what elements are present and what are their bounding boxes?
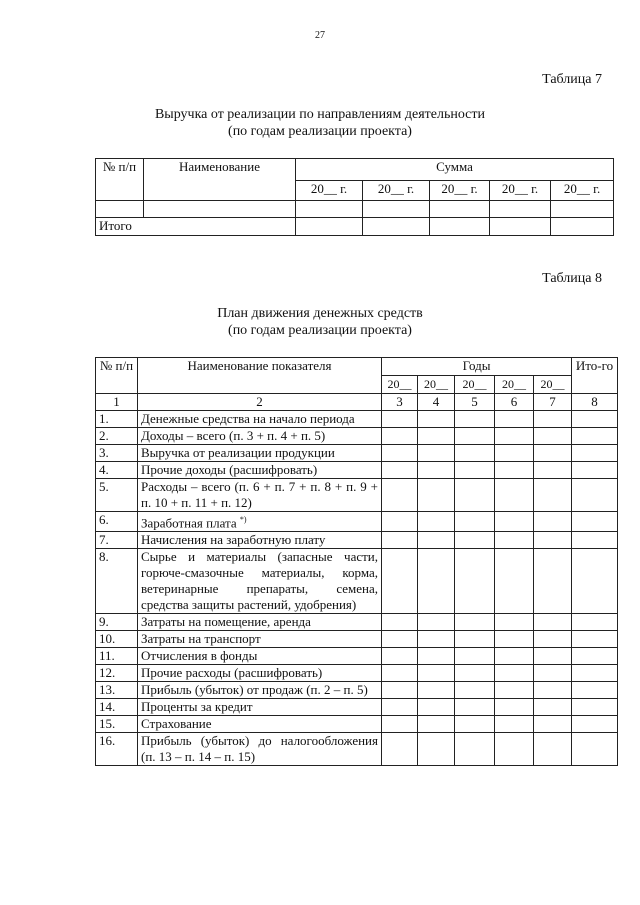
- row-number: 16.: [96, 733, 138, 766]
- value-cell: [534, 549, 572, 614]
- value-cell: [572, 648, 618, 665]
- column-number: 8: [572, 394, 618, 411]
- row-name-text: Прочие расходы (расшифровать): [141, 665, 323, 681]
- value-cell: [418, 614, 455, 631]
- row-name: [138, 462, 382, 479]
- footnote-marker: *): [239, 515, 247, 524]
- value-cell: [382, 631, 418, 648]
- value-cell: [382, 648, 418, 665]
- table7-header-name: Наименование: [144, 159, 296, 201]
- value-cell: [495, 479, 534, 512]
- value-cell: [418, 631, 455, 648]
- value-cell: [382, 512, 418, 532]
- table-row: [96, 665, 618, 682]
- row-name: [138, 614, 382, 631]
- row-number: 6.: [96, 512, 138, 532]
- table7-title-line1: Выручка от реализации по направлениям деятельности: [154, 107, 486, 122]
- table7-year: 20__ г.: [430, 181, 490, 201]
- value-cell: [534, 428, 572, 445]
- value-cell: [455, 648, 495, 665]
- value-cell: [495, 532, 534, 549]
- column-number: 6: [495, 394, 534, 411]
- value-cell: [572, 532, 618, 549]
- value-cell: [495, 445, 534, 462]
- value-cell: [382, 428, 418, 445]
- row-name: [138, 682, 382, 699]
- row-name: [138, 665, 382, 682]
- row-number: 5.: [96, 479, 138, 512]
- value-cell: [572, 733, 618, 766]
- value-cell: [495, 428, 534, 445]
- value-cell: [382, 733, 418, 766]
- value-cell: [455, 665, 495, 682]
- value-cell: [382, 614, 418, 631]
- value-cell: [534, 682, 572, 699]
- value-cell: [572, 428, 618, 445]
- table-row: [96, 733, 618, 766]
- row-name: [138, 532, 382, 549]
- value-cell: [418, 428, 455, 445]
- row-number: 13.: [96, 682, 138, 699]
- table-row: [96, 479, 618, 512]
- value-cell: [534, 699, 572, 716]
- value-cell: [572, 549, 618, 614]
- value-cell: [455, 411, 495, 428]
- column-number: 5: [455, 394, 495, 411]
- value-cell: [572, 716, 618, 733]
- value-cell: [418, 532, 455, 549]
- value-cell: [572, 479, 618, 512]
- table7-title: [0, 106, 640, 140]
- value-cell: [534, 462, 572, 479]
- table8-header-total: Ито-го: [572, 358, 618, 394]
- row-number: 1.: [96, 411, 138, 428]
- row-name: [138, 428, 382, 445]
- table-row: [96, 716, 618, 733]
- table-row: [96, 549, 618, 614]
- value-cell: [418, 716, 455, 733]
- row-name: [138, 512, 382, 532]
- table8-year: 20__: [382, 376, 418, 394]
- value-cell: [455, 716, 495, 733]
- value-cell: [418, 479, 455, 512]
- row-name-text: Начисления на заработную плату: [141, 532, 326, 548]
- value-cell: [455, 682, 495, 699]
- table7-year: 20__ г.: [296, 181, 363, 201]
- row-name: [138, 445, 382, 462]
- value-cell: [495, 462, 534, 479]
- table-row: [96, 218, 614, 236]
- value-cell: [455, 733, 495, 766]
- row-name-text: Денежные средства на начало периода: [141, 411, 355, 426]
- table8-header-name: Наименование показателя: [138, 358, 382, 394]
- value-cell: [572, 665, 618, 682]
- value-cell: [572, 631, 618, 648]
- row-name: [138, 699, 382, 716]
- table8-header-num: № п/п: [96, 358, 138, 394]
- value-cell: [382, 549, 418, 614]
- row-name: [138, 479, 382, 512]
- value-cell: [418, 682, 455, 699]
- row-name-text: Сырье и материалы (запасные части, горюче-смазочные материалы, корма, ветеринарные препараты, семена, средства защиты растений, удобрения): [141, 549, 378, 613]
- row-number: 11.: [96, 648, 138, 665]
- table7-year: 20__ г.: [363, 181, 430, 201]
- value-cell: [382, 682, 418, 699]
- row-name-text: Отчисления в фонды: [141, 648, 258, 664]
- row-name: [138, 549, 382, 614]
- value-cell: [572, 411, 618, 428]
- value-cell: [572, 699, 618, 716]
- table7-total-label: Итого: [96, 218, 296, 236]
- value-cell: [455, 631, 495, 648]
- row-name-text: Доходы – всего (п. 3 + п. 4 + п. 5): [141, 428, 326, 443]
- value-cell: [495, 699, 534, 716]
- row-number: 12.: [96, 665, 138, 682]
- value-cell: [455, 462, 495, 479]
- row-name-text: Затраты на помещение, аренда: [141, 614, 311, 630]
- value-cell: [495, 733, 534, 766]
- row-name-text: Затраты на транспорт: [141, 631, 261, 647]
- value-cell: [495, 512, 534, 532]
- value-cell: [382, 665, 418, 682]
- table7-title-line2: (по годам реализации проекта): [228, 124, 412, 139]
- row-name-text: Прибыль (убыток) до налогообложения (п. 13 – п. 14 – п. 15): [141, 733, 378, 765]
- row-name-text: Прибыль (убыток) от продаж (п. 2 – п. 5): [141, 682, 368, 698]
- row-name-text: Проценты за кредит: [141, 699, 253, 715]
- table8-year: 20__: [534, 376, 572, 394]
- value-cell: [455, 549, 495, 614]
- value-cell: [534, 445, 572, 462]
- row-number: 4.: [96, 462, 138, 479]
- column-number: 7: [534, 394, 572, 411]
- value-cell: [534, 648, 572, 665]
- row-name: [138, 648, 382, 665]
- value-cell: [455, 479, 495, 512]
- row-number: 9.: [96, 614, 138, 631]
- value-cell: [572, 614, 618, 631]
- column-number: 2: [138, 394, 382, 411]
- value-cell: [382, 479, 418, 512]
- value-cell: [455, 428, 495, 445]
- table7-year: 20__ г.: [551, 181, 614, 201]
- value-cell: [382, 716, 418, 733]
- value-cell: [418, 665, 455, 682]
- row-name: [138, 716, 382, 733]
- table8-column-numbers: [96, 394, 618, 411]
- value-cell: [495, 614, 534, 631]
- value-cell: [455, 445, 495, 462]
- table-row: [96, 445, 618, 462]
- table7-header-num: № п/п: [96, 159, 144, 201]
- value-cell: [418, 462, 455, 479]
- value-cell: [382, 462, 418, 479]
- value-cell: [382, 699, 418, 716]
- value-cell: [495, 682, 534, 699]
- table-row: [96, 512, 618, 532]
- value-cell: [572, 445, 618, 462]
- row-number: 10.: [96, 631, 138, 648]
- value-cell: [495, 631, 534, 648]
- value-cell: [534, 411, 572, 428]
- value-cell: [455, 614, 495, 631]
- row-number: 2.: [96, 428, 138, 445]
- value-cell: [572, 462, 618, 479]
- table7: [95, 158, 614, 236]
- value-cell: [455, 532, 495, 549]
- row-name-text: Выручка от реализации продукции: [141, 445, 335, 460]
- value-cell: [382, 445, 418, 462]
- value-cell: [534, 631, 572, 648]
- table-row: [96, 532, 618, 549]
- table8-title-line2: (по годам реализации проекта): [228, 323, 412, 338]
- table-row: [96, 682, 618, 699]
- value-cell: [495, 665, 534, 682]
- table-row: [96, 201, 614, 218]
- value-cell: [495, 411, 534, 428]
- value-cell: [534, 733, 572, 766]
- table-row: [96, 631, 618, 648]
- table-row: [96, 462, 618, 479]
- value-cell: [572, 512, 618, 532]
- value-cell: [455, 512, 495, 532]
- table8-year: 20__: [495, 376, 534, 394]
- value-cell: [418, 549, 455, 614]
- row-number: 8.: [96, 549, 138, 614]
- row-name: [138, 631, 382, 648]
- table8-header-years: Годы: [382, 358, 572, 376]
- value-cell: [534, 532, 572, 549]
- row-name: [138, 411, 382, 428]
- value-cell: [418, 733, 455, 766]
- value-cell: [572, 682, 618, 699]
- row-name: [138, 733, 382, 766]
- row-name-text: Заработная плата: [141, 515, 237, 531]
- value-cell: [534, 716, 572, 733]
- value-cell: [382, 411, 418, 428]
- table7-year: 20__ г.: [490, 181, 551, 201]
- table8-year: 20__: [418, 376, 455, 394]
- value-cell: [418, 512, 455, 532]
- value-cell: [534, 512, 572, 532]
- value-cell: [418, 699, 455, 716]
- table7-label: Таблица 7: [542, 72, 602, 87]
- value-cell: [534, 614, 572, 631]
- row-number: 15.: [96, 716, 138, 733]
- value-cell: [455, 699, 495, 716]
- table8-label: Таблица 8: [542, 271, 602, 286]
- table8-title: [0, 305, 640, 339]
- row-name-text: Прочие доходы (расшифровать): [141, 462, 318, 477]
- row-name-text: Расходы – всего (п. 6 + п. 7 + п. 8 + п. 9 + п. 10 + п. 11 + п. 12): [141, 479, 378, 510]
- value-cell: [418, 648, 455, 665]
- value-cell: [534, 665, 572, 682]
- value-cell: [418, 445, 455, 462]
- column-number: 4: [418, 394, 455, 411]
- value-cell: [382, 532, 418, 549]
- table8-title-line1: План движения денежных средств: [217, 306, 423, 321]
- value-cell: [495, 549, 534, 614]
- table-row: [96, 648, 618, 665]
- row-number: 14.: [96, 699, 138, 716]
- row-name-text: Страхование: [141, 716, 212, 732]
- value-cell: [534, 479, 572, 512]
- table7-header-sum: Сумма: [296, 159, 614, 181]
- row-number: 7.: [96, 532, 138, 549]
- table8: [95, 357, 618, 766]
- column-number: 3: [382, 394, 418, 411]
- table-row: [96, 699, 618, 716]
- table8-year: 20__: [455, 376, 495, 394]
- table-row: [96, 614, 618, 631]
- value-cell: [495, 716, 534, 733]
- row-number: 3.: [96, 445, 138, 462]
- table-row: [96, 428, 618, 445]
- table-row: [96, 411, 618, 428]
- page-number: 27: [315, 30, 325, 41]
- value-cell: [418, 411, 455, 428]
- value-cell: [495, 648, 534, 665]
- column-number: 1: [96, 394, 138, 411]
